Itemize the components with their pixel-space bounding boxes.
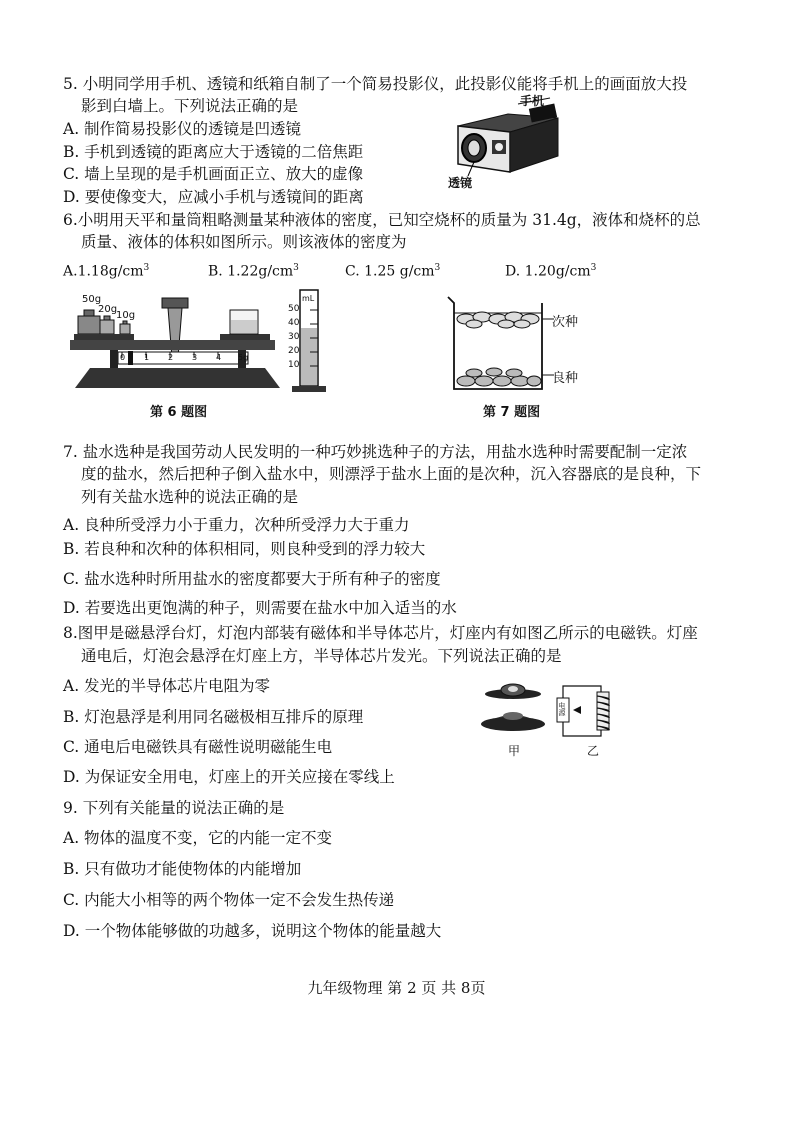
levitating-lamp-illustration (478, 680, 548, 744)
q9-option-d: D. 一个物体能够做的功越多，说明这个物体的能量越大 (63, 922, 442, 940)
q5-stem-line2: 影到白墙上。下列说法正确的是 (81, 97, 299, 115)
q5-option-b: B. 手机到透镜的距离应大于透镜的二倍焦距 (63, 143, 364, 161)
q9-stem: 9. 下列有关能量的说法正确的是 (63, 799, 285, 817)
q8-stem-line1: 8.图甲是磁悬浮台灯，灯泡内部装有磁体和半导体芯片，灯座内有如图乙所示的电磁铁。灯座 (63, 624, 698, 642)
q6-option-d: D. $1.20g/cm^3$ (505, 263, 597, 280)
q7-option-d: D. 若要选出更饱满的种子，则需要在盐水中加入适当的水 (63, 599, 457, 617)
q7-option-a: A. 良种所受浮力小于重力，次种所受浮力大于重力 (63, 516, 410, 534)
figure-7-caption: 第 7 题图 (483, 405, 541, 420)
electromagnet-figure (553, 682, 628, 762)
q8-option-b: B. 灯泡悬浮是利用同名磁极相互排斥的原理 (63, 708, 364, 726)
balance-figure (70, 288, 285, 398)
q5-stem-line1: 5. 小明同学用手机、透镜和纸箱自制了一个简易投影仪，此投影仪能将手机上的画面放大投 (63, 75, 688, 93)
label-inferior-seed: 次种 (552, 315, 579, 330)
label-jia: 甲 (508, 744, 521, 758)
weight-50g: 50g (82, 294, 102, 305)
weight-10g: 10g (116, 310, 136, 321)
q7-option-b: B. 若良种和次种的体积相同，则良种受到的浮力较大 (63, 540, 426, 558)
q7-stem-line2: 度的盐水，然后把种子倒入盐水中，则漂浮于盐水上面的是次种，沉入容器底的是良种，下 (81, 465, 702, 483)
q7-option-c: C. 盐水选种时所用盐水的密度都要大于所有种子的密度 (63, 570, 441, 588)
q7-stem-line3: 列有关盐水选种的说法正确的是 (81, 488, 299, 506)
scale-tick-4: 4 (216, 353, 222, 362)
cylinder-tick-10: 10 (288, 360, 300, 370)
graduated-cylinder-figure (288, 288, 328, 398)
page-footer: 九年级物理 第 2 页 共 8页 (307, 979, 486, 997)
figure-6-caption: 第 6 题图 (150, 405, 208, 420)
q7-stem-line1: 7. 盐水选种是我国劳动人民发明的一种巧妙挑选种子的方法，用盐水选种时需要配制一定浓 (63, 443, 688, 461)
scale-tick-0: 0 (120, 353, 126, 362)
q6-stem-line2: 质量、液体的体积如图所示。则该液体的密度为 (81, 233, 407, 251)
label-yi: 乙 (587, 744, 600, 758)
phone-label: 手机 (520, 94, 545, 108)
q8-option-a: A. 发光的半导体芯片电阻为零 (63, 677, 271, 695)
q6-option-a: $A.1.18g/cm^3$ (63, 263, 150, 280)
q6-option-b: B. $1.22g/cm^3$ (208, 263, 299, 280)
seed-selection-figure (442, 293, 587, 393)
levitating-lamp-figure (478, 680, 548, 760)
q8-stem-line2: 通电后，灯泡会悬浮在灯座上方，半导体芯片发光。下列说法正确的是 (81, 647, 562, 665)
q6-option-c: C. 1.25 $g/cm^3$ (345, 263, 441, 280)
cylinder-tick-30: 30 (288, 332, 300, 342)
cylinder-unit: mL (302, 294, 315, 303)
rider (128, 351, 133, 365)
scale-tick-2: 2 (168, 353, 174, 362)
floating-seeds (457, 312, 539, 328)
q8-option-d: D. 为保证安全用电，灯座上的开关应接在零线上 (63, 768, 395, 786)
power-source-label: 电源 (558, 702, 566, 716)
q9-option-c: C. 内能大小相等的两个物体一定不会发生热传递 (63, 891, 395, 909)
q9-option-a: A. 物体的温度不变，它的内能一定不变 (63, 829, 333, 847)
projector-figure (438, 96, 568, 192)
q9-option-b: B. 只有做功才能使物体的内能增加 (63, 860, 302, 878)
q8-option-c: C. 通电后电磁铁具有磁性说明磁能生电 (63, 738, 333, 756)
cylinder-tick-50: 50 (288, 304, 300, 314)
q5-option-d: D. 要使像变大，应减小手机与透镜间的距离 (63, 188, 364, 206)
q5-option-a: A. 制作简易投影仪的透镜是凹透镜 (63, 120, 302, 138)
scale-tick-1: 1 (144, 353, 150, 362)
q6-stem-line1: 6.小明用天平和量筒粗略测量某种液体的密度，已知空烧杯的质量为 31.4g，液体和烧杯的总 (63, 211, 701, 229)
cylinder-tick-20: 20 (288, 346, 300, 356)
lens-label: 透镜 (448, 176, 473, 190)
scale-tick-5: 5g (238, 353, 249, 362)
label-good-seed: 良种 (552, 371, 579, 386)
weight-20g: 20g (98, 304, 118, 315)
cylinder-tick-40: 40 (288, 318, 300, 328)
scale-tick-3: 3 (192, 353, 198, 362)
sunken-seeds (457, 368, 541, 386)
q5-option-c: C. 墙上呈现的是手机画面正立、放大的虚像 (63, 165, 364, 183)
